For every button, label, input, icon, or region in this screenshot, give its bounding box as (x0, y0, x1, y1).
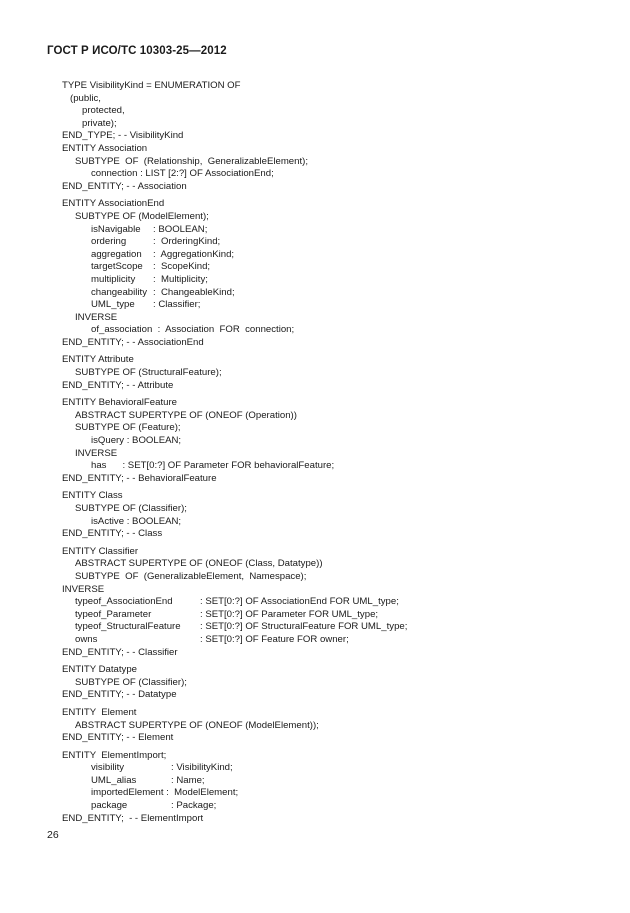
inverse-type: : SET[0:?] OF Feature FOR owner; (200, 633, 349, 645)
attr-type: : Classifier; (153, 299, 201, 311)
attr-type: : VisibilityKind; (171, 762, 233, 774)
attr-name: ordering (91, 236, 127, 248)
code-line: ENTITY Attribute (62, 354, 134, 366)
attr-name: UML_alias (91, 774, 137, 786)
attr-name: changeability (91, 286, 148, 298)
code-line: SUBTYPE OF (Classifier); (75, 676, 187, 688)
code-line: END_ENTITY; - - Datatype (62, 689, 177, 701)
attr-type: : Multiplicity; (153, 273, 208, 285)
code-line: connection : LIST [2:?] OF AssociationEnd; (91, 168, 274, 180)
attribute-line (62, 762, 602, 775)
attribute-line (62, 236, 602, 249)
code-line: (public, (70, 92, 101, 104)
attr-name: visibility (91, 762, 125, 774)
attr-name: targetScope (91, 261, 143, 273)
code-line: ENTITY Element (62, 706, 137, 718)
code-line: ENTITY Association (62, 142, 148, 154)
attr-name: package (91, 800, 128, 812)
inverse-name: typeof_Parameter (75, 608, 152, 620)
page-number: 26 (47, 829, 59, 841)
code-line: ABSTRACT SUPERTYPE OF (ONEOF (Operation)) (75, 409, 297, 421)
code-line: ENTITY Datatype (62, 664, 138, 676)
code-line: SUBTYPE OF (StructuralFeature); (75, 367, 222, 379)
inverse-name: owns (75, 633, 98, 645)
code-line: END_ENTITY; - - Class (62, 528, 163, 540)
code-line: INVERSE (62, 583, 105, 595)
attribute-line (62, 775, 602, 788)
code-line: of_association : Association FOR connection; (91, 324, 295, 336)
code-line: ABSTRACT SUPERTYPE OF (ONEOF (ModelElement)); (75, 719, 319, 731)
code-line: SUBTYPE OF (ModelElement); (75, 210, 209, 222)
code-line: ENTITY Class (62, 490, 123, 502)
attr-name: multiplicity (91, 273, 136, 285)
code-line: END_ENTITY; - - BehavioralFeature (62, 472, 217, 484)
attr-type: : Name; (171, 774, 205, 786)
attribute-line (62, 249, 602, 262)
inverse-line (62, 609, 602, 622)
attribute-line (62, 287, 602, 300)
code-line: END_ENTITY; - - AssociationEnd (62, 336, 204, 348)
page-header: ГОСТ Р ИСО/ТС 10303-25—2012 (47, 45, 227, 57)
code-line: protected, (82, 105, 125, 117)
code-line: END_ENTITY; - - Association (62, 180, 187, 192)
code-line: END_ENTITY; - - Classifier (62, 646, 178, 658)
code-line: ENTITY ElementImport; (62, 749, 167, 761)
attribute-line (62, 261, 602, 274)
inverse-name: typeof_StructuralFeature (75, 621, 181, 633)
attr-type: : ScopeKind; (153, 261, 211, 273)
attr-name: aggregation (91, 248, 142, 260)
attribute-line (62, 800, 602, 813)
code-line: END_TYPE; - - VisibilityKind (62, 130, 184, 142)
code-line: isActive : BOOLEAN; (91, 515, 182, 527)
attr-type: : OrderingKind; (153, 236, 221, 248)
code-line: END_ENTITY; - - Attribute (62, 379, 174, 391)
code-line: private); (82, 117, 117, 129)
code-line: ABSTRACT SUPERTYPE OF (ONEOF (Class, Datatype)) (75, 558, 323, 570)
code-line: ENTITY BehavioralFeature (62, 397, 177, 409)
code-line: INVERSE (75, 311, 118, 323)
code-line: ENTITY AssociationEnd (62, 198, 165, 210)
attribute-line (62, 299, 602, 312)
code-line: SUBTYPE OF (Relationship, GeneralizableElement); (75, 155, 309, 167)
attr-name: isNavigable (91, 223, 141, 235)
code-line: SUBTYPE OF (GeneralizableElement, Namespace); (75, 570, 307, 582)
code-line: END_ENTITY; - - ElementImport (62, 812, 204, 824)
code-line: SUBTYPE OF (Classifier); (75, 503, 187, 514)
inverse-name: typeof_AssociationEnd (75, 596, 173, 608)
inverse-line (62, 596, 602, 609)
express-code-listing (62, 80, 602, 825)
attr-type: : Package; (171, 800, 217, 812)
attr-type: : AggregationKind; (153, 248, 235, 260)
inverse-type: : SET[0:?] OF Parameter FOR UML_type; (200, 608, 379, 620)
attr-type: : ChangeableKind; (153, 286, 235, 298)
code-line: has : SET[0:?] OF Parameter FOR behavioralFeature; (91, 460, 335, 472)
attr-type: : BOOLEAN; (153, 223, 208, 235)
code-line: TYPE VisibilityKind = ENUMERATION OF (62, 80, 241, 91)
inverse-type: : SET[0:?] OF StructuralFeature FOR UML_type; (200, 621, 408, 633)
code-line: INVERSE (75, 447, 118, 459)
code-line: END_ENTITY; - - Element (62, 732, 174, 744)
attr-name: UML_type (91, 299, 135, 311)
code-line: ENTITY Classifier (62, 545, 139, 557)
code-line: importedElement : ModelElement; (91, 787, 239, 799)
inverse-line (62, 621, 602, 634)
code-line: isQuery : BOOLEAN; (91, 435, 182, 447)
inverse-line (62, 634, 602, 647)
attribute-line (62, 224, 602, 237)
inverse-type: : SET[0:?] OF AssociationEnd FOR UML_type; (200, 596, 399, 608)
attribute-line (62, 274, 602, 287)
code-line: SUBTYPE OF (Feature); (75, 422, 181, 434)
